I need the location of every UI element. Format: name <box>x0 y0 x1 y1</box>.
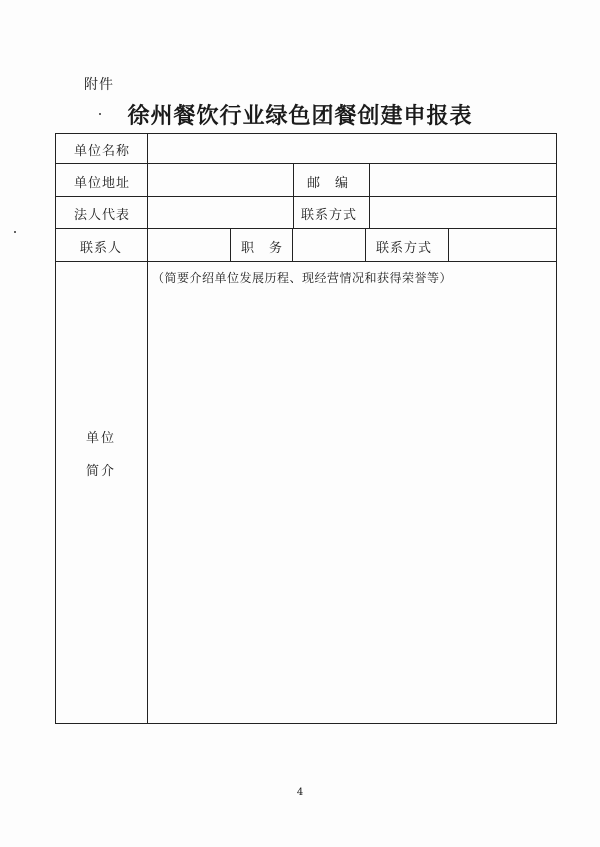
row-divider <box>56 196 556 197</box>
unit-address-label: 单位地址 <box>74 176 131 191</box>
legal-rep-label: 法人代表 <box>74 208 131 223</box>
unit-intro-label <box>56 422 146 488</box>
postcode-label: 邮 编 <box>307 176 350 191</box>
position-field[interactable] <box>294 230 364 260</box>
unit-intro-label-line2: 简介 <box>85 464 116 479</box>
contact-method-field[interactable] <box>450 230 555 260</box>
scan-speck <box>14 231 16 233</box>
unit-address-field[interactable] <box>149 165 292 195</box>
unit-name-label: 单位名称 <box>74 144 131 159</box>
column-divider <box>365 228 366 261</box>
application-form-table <box>55 133 557 724</box>
contact-person-label: 联系人 <box>80 241 123 256</box>
legal-rep-field[interactable] <box>149 198 292 227</box>
contact-method-label: 联系方式 <box>301 208 358 223</box>
contact-person-field[interactable] <box>149 230 229 260</box>
unit-name-field[interactable] <box>149 135 555 162</box>
row-divider <box>56 163 556 164</box>
contact-method-field[interactable] <box>371 198 555 227</box>
column-divider <box>147 134 148 724</box>
page-number: 4 <box>296 787 304 798</box>
column-divider <box>369 163 370 228</box>
column-divider <box>230 228 231 261</box>
unit-intro-field[interactable] <box>149 289 555 722</box>
row-divider <box>56 261 556 262</box>
position-label: 职 务 <box>241 241 284 256</box>
contact-method-label: 联系方式 <box>376 241 433 256</box>
column-divider <box>293 163 294 228</box>
form-title: 徐州餐饮行业绿色团餐创建申报表 <box>127 103 473 129</box>
unit-intro-label-line1: 单位 <box>85 431 116 446</box>
attachment-label: 附件 <box>84 77 114 93</box>
postcode-field[interactable] <box>371 165 555 195</box>
unit-intro-hint: （简要介绍单位发展历程、现经营情况和获得荣誉等） <box>152 271 453 285</box>
column-divider <box>448 228 449 261</box>
row-divider <box>56 228 556 229</box>
column-divider <box>292 228 293 261</box>
